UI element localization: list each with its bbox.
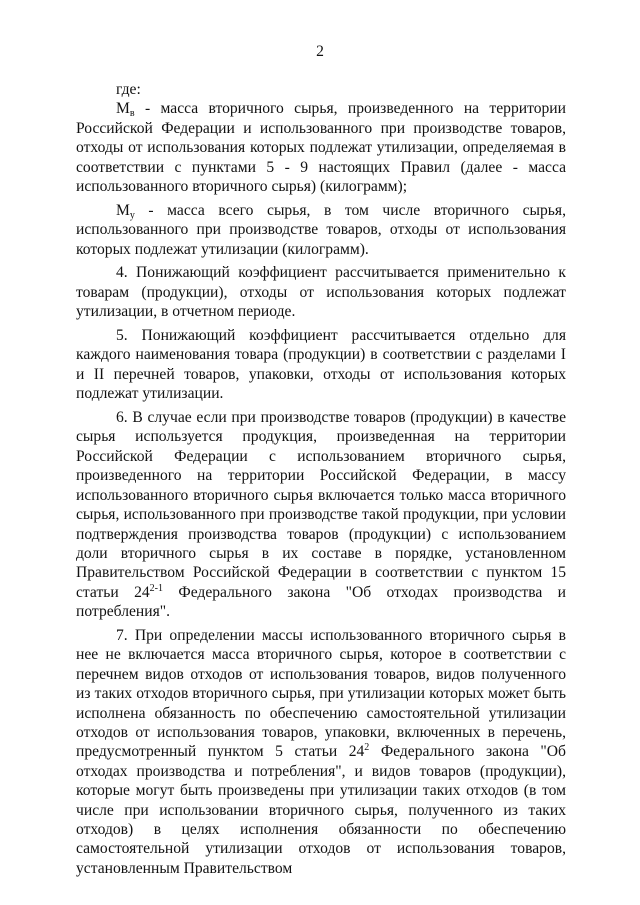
paragraph-6-tail: Федерального закона "Об отходах производства и потребления".	[76, 583, 566, 621]
paragraph-7-tail: Федерального закона "Об отходах производства и потребления", и видов товаров (продукции), которые могут быть произведены при утилизации таких отходов (в том числе при использовании вторичного сырья, полученного из таких отходов) в целях исполнения обязанности по обеспечению самостоятельной утилизации отходов от использования товаров, установленным Правительством	[76, 743, 566, 877]
document-body	[76, 80, 566, 878]
definition-mu-text: - масса всего сырья, в том числе вторичного сырья, использованного при производстве товаров, отходы от использования которых подлежат утилизации (килограмм).	[76, 201, 566, 258]
definition-mu	[76, 201, 566, 259]
superscript-2: 2	[364, 742, 370, 754]
definition-mv-text: - масса вторичного сырья, произведенного на территории Российской Федерации и использованного при производстве товаров, отходы от использования которых подлежат утилизации, определяемая в соответствии с пунктами 5 - 9 настоящих Правил (далее - масса использованного вторичного сырья) (килограмм);	[76, 100, 566, 196]
subscript-v: в	[129, 108, 135, 120]
subscript-u: у	[129, 209, 135, 221]
symbol-m: М	[116, 201, 130, 219]
paragraph-5: 5. Понижающий коэффициент рассчитывается отдельно для каждого наименования товара (продукции) в соответствии с разделами I и II перечней товаров, упаковки, отходы от использования которых подлежат утилизации.	[76, 327, 566, 403]
paragraph-7	[76, 626, 566, 878]
paragraph-6	[76, 408, 566, 621]
page-number: 2	[316, 43, 324, 60]
superscript-2-1: 2-1	[149, 582, 164, 594]
symbol-m: М	[116, 100, 130, 118]
paragraph-4: 4. Понижающий коэффициент рассчитывается применительно к товарам (продукции), отходы от использования которых подлежат утилизации, в отчетном периоде.	[76, 264, 566, 321]
definition-mv	[76, 99, 566, 196]
paragraph-6-text: 6. В случае если при производстве товаров (продукции) в качестве сырья используется продукция, произведенная на территории Российской Федерации с использованием вторичного сырья, произведенного на территории Российской Федерации, в массу использованного вторичного сырья включается только масса вторичного сырья, использованного при производстве такой продукции, при условии подтверждения производства товаров (продукции) с использованием доли вторичного сырья в их составе в порядке, установленном Правительством Российской Федерации в соответствии с пунктом 15 статьи 24	[76, 409, 566, 601]
paragraph-7-text: 7. При определении массы использованного вторичного сырья в нее не включается масса вторичного сырья, которое в соответствии с перечнем видов отходов от использования товаров, видов полученного из таких отходов вторичного сырья, при утилизации которых может быть исполнена обязанность по обеспечению самостоятельной утилизации отходов от использования товаров, упаковки, включенных в перечень, предусмотренный пунктом 5 статьи 24	[76, 626, 566, 761]
where-label: где:	[116, 81, 141, 98]
